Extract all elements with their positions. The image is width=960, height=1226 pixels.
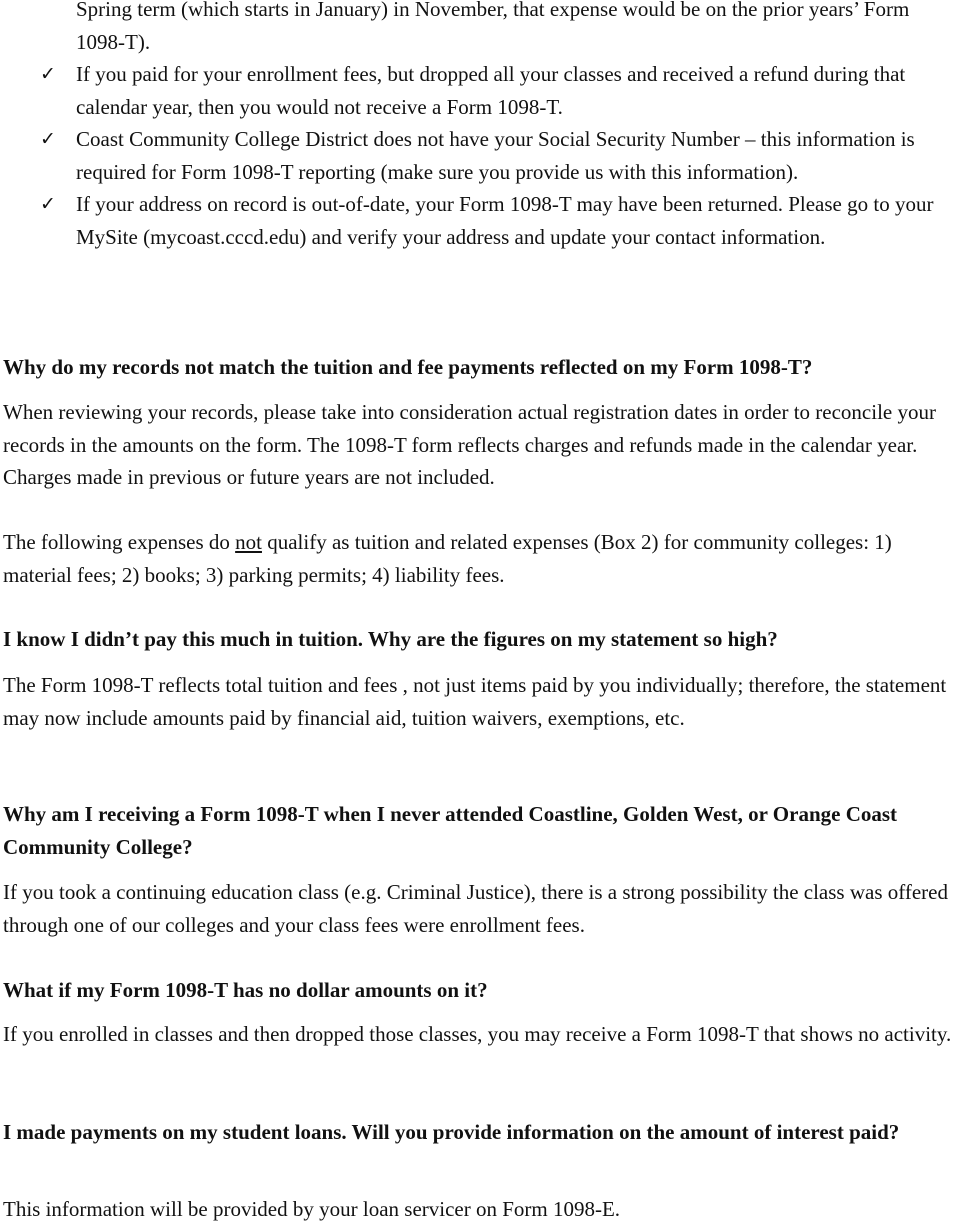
question-heading: I know I didn’t pay this much in tuition. Why are the figures on my statement so high? <box>3 627 778 651</box>
question-heading: Why do my records not match the tuition and fee payments reflected on my Form 1098-T? <box>3 355 813 379</box>
question-heading: Why am I receiving a Form 1098-T when I never attended Coastline, Golden West, or Orange Coast Community College? <box>3 802 898 859</box>
checklist-item <box>0 188 950 253</box>
answer-text: The following expenses do <box>3 530 236 554</box>
check-mark-icon: ✓ <box>40 128 56 150</box>
continued-paragraph: Spring term (which starts in January) in November, that expense would be on the prior years’ Form 1098-T). <box>76 0 910 54</box>
answer-paragraph: The Form 1098-T reflects total tuition and fees , not just items paid by you individually; therefore, the statement may now include amounts paid by financial aid, tuition waivers, exemptions, etc. <box>3 673 947 730</box>
checklist-item-text: If your address on record is out-of-date, your Form 1098-T may have been returned. Please go to your MySite (mycoast.cccd.edu) and verify your address and update your contact information. <box>76 192 934 249</box>
checklist-item <box>0 58 950 123</box>
check-mark-icon: ✓ <box>40 63 56 85</box>
answer-paragraph <box>3 526 957 591</box>
answer-paragraph: If you took a continuing education class (e.g. Criminal Justice), there is a strong possibility the class was offered through one of our colleges and your class fees were enrollment fees. <box>3 880 948 937</box>
checklist-item-text: If you paid for your enrollment fees, but dropped all your classes and received a refund during that calendar year, then you would not receive a Form 1098-T. <box>76 62 906 119</box>
checklist-item <box>0 123 950 188</box>
checklist-item-text: Coast Community College District does not have your Social Security Number – this information is required for Form 1098-T reporting (make sure you provide us with this information). <box>76 127 915 184</box>
reasons-checklist <box>0 58 950 253</box>
check-mark-icon: ✓ <box>40 193 56 215</box>
question-heading: I made payments on my student loans. Will you provide information on the amount of interest paid? <box>3 1120 900 1144</box>
answer-text: qualify as tuition and related expenses (Box 2) for community colleges: 1) material fees; 2) books; 3) parking permits; 4) liability fees. <box>3 530 892 587</box>
answer-paragraph: If you enrolled in classes and then dropped those classes, you may receive a Form 1098-T that shows no activity. <box>3 1022 952 1046</box>
answer-paragraph: This information will be provided by your loan servicer on Form 1098-E. <box>3 1197 621 1221</box>
answer-paragraph: When reviewing your records, please take into consideration actual registration dates in order to reconcile your records in the amounts on the form. The 1098-T form reflects charges and refunds made in the calendar year. Charges made in previous or future years are not included. <box>3 400 936 489</box>
emphasis-text: not <box>235 530 262 554</box>
question-heading: What if my Form 1098-T has no dollar amounts on it? <box>3 978 488 1002</box>
